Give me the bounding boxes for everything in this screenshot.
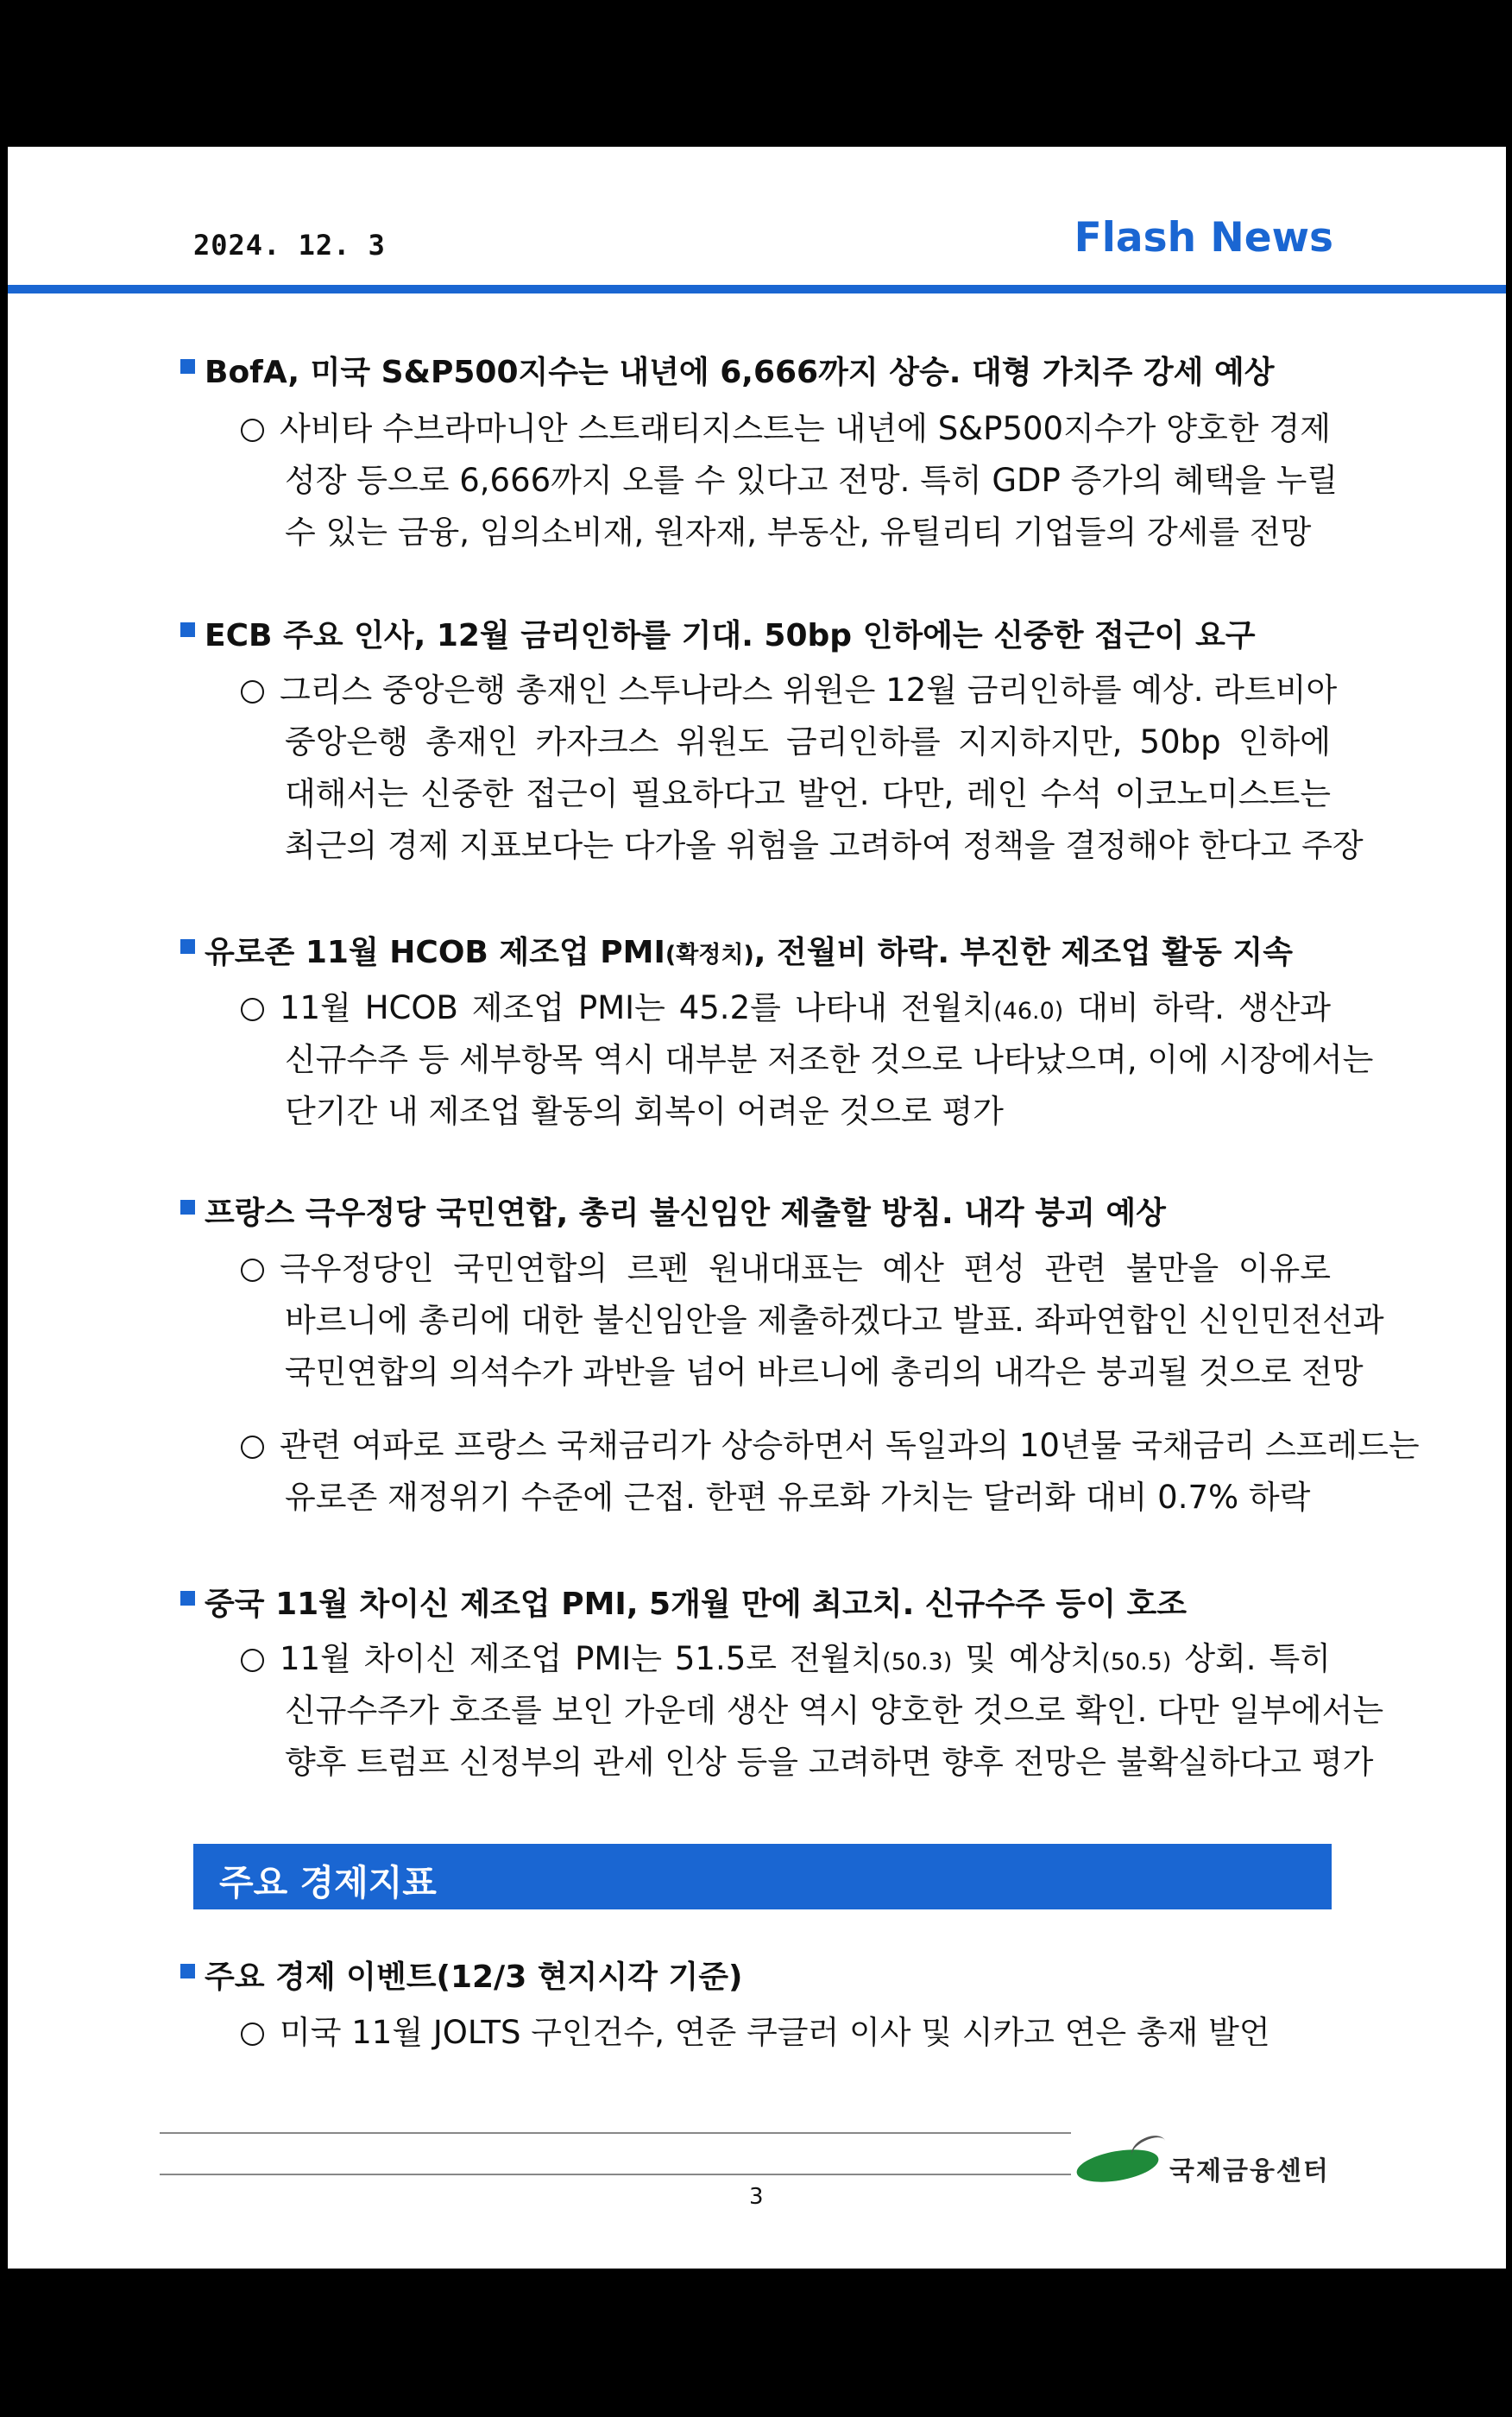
section-heading: 프랑스 극우정당 국민연합, 총리 불신임안 제출할 방침. 내각 붕괴 예상 [205, 1189, 1166, 1233]
square-bullet-icon [180, 359, 195, 374]
circle-bullet-icon [241, 1436, 264, 1459]
section-heading: 주요 경제 이벤트(12/3 현지시각 기준) [205, 1953, 742, 1997]
circle-bullet-icon [241, 419, 264, 442]
square-bullet-icon [180, 1964, 195, 1978]
section-title: 주요 경제지표 [219, 1862, 437, 1903]
header-rule [8, 285, 1506, 293]
circle-bullet-icon [241, 1259, 264, 1282]
bullet-paragraph: 관련 여파로 프랑스 국채금리가 상승하면서 독일과의 10년물 국채금리 스프레드는 유로존 재정위기 수준에 근접. 한편 유로화 가치는 달러화 대비 0.7% 하락 [241, 1420, 1331, 1524]
footer-rule [160, 2174, 1071, 2175]
square-bullet-icon [180, 1591, 195, 1606]
footer-rule [160, 2132, 1071, 2134]
section-heading: ECB 주요 인사, 12월 금리인하를 기대. 50bp 인하에는 신중한 접근이 요구 [205, 611, 1256, 655]
bullet-paragraph: 그리스 중앙은행 총재인 스투나라스 위원은 12월 금리인하를 예상. 라트비아 중앙은행 총재인 카자크스 위원도 금리인하를 지지하지만, 50bp 인하에 대해서는 신중한 접근이 필요하다고 발언. 다만, 레인 수석 이코노미스트는 최근의 경제 지표보다는 다가올 위험을 고려하여 정책을 결정해야 한다고 주장 [241, 665, 1331, 872]
square-bullet-icon [180, 622, 195, 637]
section-heading: BofA, 미국 S&P500지수는 내년에 6,666까지 상승. 대형 가치주 강세 예상 [205, 348, 1275, 392]
circle-bullet-icon [241, 998, 264, 1021]
section-heading: 중국 11월 차이신 제조업 PMI, 5개월 만에 최고치. 신규수주 등이 호조 [205, 1580, 1187, 1624]
document-page [8, 147, 1506, 2269]
page-number: 3 [749, 2184, 764, 2210]
bullet-paragraph: 사비타 수브라마니안 스트래티지스트는 내년에 S&P500지수가 양호한 경제 성장 등으로 6,666까지 오를 수 있다고 전망. 특히 GDP 증가의 혜택을 누릴 수 있는 금융, 임의소비재, 원자재, 부동산, 유틸리티 기업들의 강세를 전망 [241, 403, 1331, 558]
circle-bullet-icon [241, 2023, 264, 2046]
report-date: 2024. 12. 3 [193, 229, 386, 262]
report-title: Flash News [1074, 214, 1333, 262]
circle-bullet-icon [241, 680, 264, 704]
bullet-paragraph: 미국 11월 JOLTS 구인건수, 연준 쿠글러 이사 및 시카고 연은 총재 발언 [241, 2007, 1331, 2059]
bullet-paragraph: 11월 HCOB 제조업 PMI는 45.2를 나타내 전월치(46.0) 대비 하락. 생산과 신규수주 등 세부항목 역시 대부분 저조한 것으로 나타났으며, 이에 시장에서는 단기간 내 제조업 활동의 회복이 어려운 것으로 평가 [241, 982, 1331, 1138]
square-bullet-icon [180, 1200, 195, 1215]
section-heading: 유로존 11월 HCOB 제조업 PMI(확정치), 전월비 하락. 부진한 제조업 활동 지속 [205, 928, 1293, 972]
section-title-bar [193, 1844, 1332, 1909]
circle-bullet-icon [241, 1649, 264, 1672]
square-bullet-icon [180, 939, 195, 954]
logo-text: 국제금융센터 [1169, 2156, 1330, 2187]
bullet-paragraph: 11월 차이신 제조업 PMI는 51.5로 전월치(50.3) 및 예상치(50.5) 상회. 특히 신규수주가 호조를 보인 가운데 생산 역시 양호한 것으로 확인. 다만 일부에서는 향후 트럼프 신정부의 관세 인상 등을 고려하면 향후 전망은 불확실하다고 평가 [241, 1633, 1331, 1789]
bullet-paragraph: 극우정당인 국민연합의 르펜 원내대표는 예산 편성 관련 불만을 이유로 바르니에 총리에 대한 불신임안을 제출하겠다고 발표. 좌파연합인 신인민전선과 국민연합의 의석수가 과반을 넘어 바르니에 총리의 내각은 붕괴될 것으로 전망 [241, 1243, 1331, 1398]
